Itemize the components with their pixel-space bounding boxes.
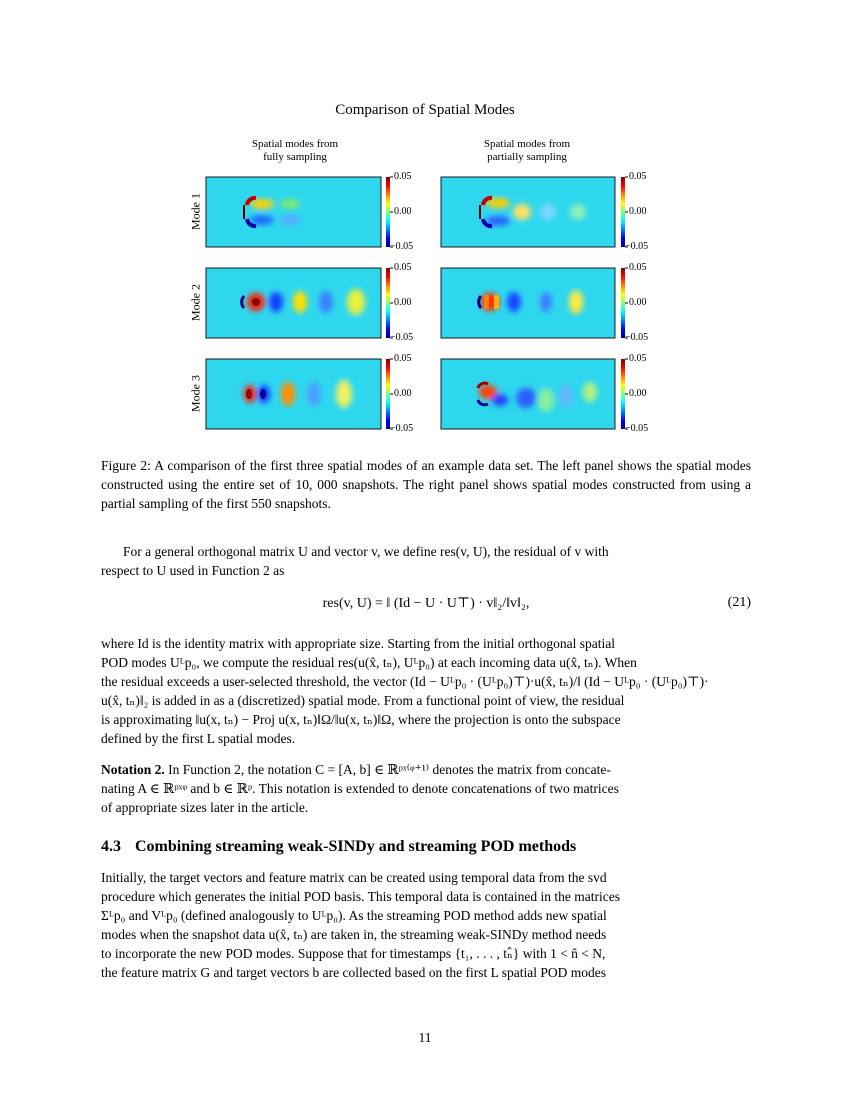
column-header-full-line1: Spatial modes from <box>251 138 339 150</box>
section-heading <box>101 838 590 856</box>
cbar-tick: −0.05 <box>625 332 649 343</box>
paragraph-line: is approximating ‖u(x, tₙ) − Proj u(x, tₙ)‖Ω/‖u(x, tₙ)‖Ω, where the projection is onto the subspace <box>101 712 621 727</box>
cbar-tick: 0.05 <box>394 353 412 364</box>
cbar-tick: −0.05 <box>390 241 414 252</box>
mode2-full-panel <box>206 268 381 338</box>
cbar-tick: 0.00 <box>394 388 412 399</box>
figure-caption: Figure 2: A comparison of the first three spatial modes of an example data set. The left panel shows the spatial modes constructed using the entire set of 10, 000 snapshots. The right panel shows spatial modes constructed from using a partial sampling of the first 550 snapshots. <box>101 458 751 511</box>
column-header-partial <box>452 138 602 164</box>
notation-label: Notation 2. <box>101 762 165 777</box>
mode3-partial-panel <box>441 359 615 429</box>
column-header-partial-line2: partially sampling <box>487 151 567 163</box>
paragraph-line: the residual exceeds a user-selected threshold, the vector (Id − Uᴸp₀ · (Uᴸp₀)⊤)·u(x̂, tₙ)/‖ (Id − Uᴸp₀ · (Uᴸp₀)⊤)· <box>101 674 709 689</box>
notation-block <box>101 760 751 817</box>
cbar-tick: 0.00 <box>394 206 412 217</box>
paragraph-line: For a general orthogonal matrix U and vector v, we define res(v, U), the residual of v with <box>123 544 609 559</box>
cbar-tick: 0.05 <box>394 171 412 182</box>
row-label-mode3: Mode 3 <box>188 375 203 412</box>
cbar-tick: 0.05 <box>629 171 647 182</box>
figure-title: Comparison of Spatial Modes <box>335 102 515 118</box>
row-label-mode2: Mode 2 <box>188 284 203 321</box>
cbar-tick: 0.00 <box>629 297 647 308</box>
paragraph-line: Initially, the target vectors and feature matrix can be created using temporal data from the svd <box>101 870 607 885</box>
notation-text: In Function 2, the notation C = [A, b] ∈ ℝᵖˣ⁽ᵠ⁺¹⁾ denotes the matrix from concate- <box>168 762 611 777</box>
column-header-partial-line1: Spatial modes from <box>483 138 571 150</box>
cbar-tick: −0.05 <box>625 423 649 434</box>
mode2-partial-panel <box>441 268 615 338</box>
figure-graphic <box>0 0 850 450</box>
cbar-tick: −0.05 <box>390 423 414 434</box>
cbar-tick: 0.00 <box>394 297 412 308</box>
page-number: 11 <box>418 1030 432 1045</box>
paragraph-line: to incorporate the new POD modes. Suppose that for timestamps {t₁, . . . , tₙ̂} with 1 < n̂ < N, <box>101 946 606 961</box>
column-header-full-line2: fully sampling <box>263 151 327 163</box>
mode3-full-panel <box>206 359 381 429</box>
section-title: Combining streaming weak-SINDy and streaming POD methods <box>135 838 577 855</box>
mode1-partial-panel <box>441 177 615 247</box>
equation-21: res(v, U) = ‖ (Id − U · U⊤) · v‖₂/‖v‖₂, <box>322 596 530 611</box>
paragraph-line: Σᴸp₀ and Vᴸp₀ (defined analogously to Uᴸp₀). As the streaming POD method adds new spatial <box>101 908 607 923</box>
cbar-tick: 0.05 <box>629 262 647 273</box>
cbar-tick: −0.05 <box>390 332 414 343</box>
equation-number: (21) <box>727 595 751 610</box>
paragraph-line: POD modes Uᴸp₀, we compute the residual res(u(x̂, tₙ), Uᴸp₀) at each incoming data u(x̂, tₙ). When <box>101 655 637 670</box>
paragraph-combining <box>101 868 751 982</box>
column-header-full <box>220 138 370 164</box>
paragraph-line: respect to U used in Function 2 as <box>101 563 285 578</box>
section-number: 4.3 <box>101 838 121 855</box>
paragraph-line: defined by the first L spatial modes. <box>101 731 296 746</box>
cbar-tick: −0.05 <box>625 241 649 252</box>
mode1-full-panel <box>206 177 381 247</box>
paragraph-line: u(x̂, tₙ)‖₂ is added in as a (discretized) spatial mode. From a functional point of view, the residual <box>101 693 625 708</box>
paragraph-line: the feature matrix G and target vectors b are collected based on the first L spatial POD modes <box>101 965 606 980</box>
paragraph-line: nating A ∈ ℝᵖˣᵠ and b ∈ ℝᵖ. This notation is extended to denote concatenations of two matrices <box>101 781 619 796</box>
paragraph-line: of appropriate sizes later in the article. <box>101 800 309 815</box>
row-label-mode1: Mode 1 <box>188 193 203 230</box>
cbar-tick: 0.05 <box>394 262 412 273</box>
cbar-tick: 0.00 <box>629 206 647 217</box>
paragraph-identity <box>101 634 751 748</box>
paragraph-line: where Id is the identity matrix with appropriate size. Starting from the initial orthogonal spatial <box>101 636 615 651</box>
paragraph-line: procedure which generates the initial POD basis. This temporal data is contained in the matrices <box>101 889 620 904</box>
paragraph-residual <box>101 542 751 580</box>
paragraph-line <box>101 760 751 779</box>
paragraph-line: modes when the snapshot data u(x̂, tₙ) are taken in, the streaming weak-SINDy method needs <box>101 927 607 942</box>
cbar-tick: 0.00 <box>629 388 647 399</box>
cbar-tick: 0.05 <box>629 353 647 364</box>
